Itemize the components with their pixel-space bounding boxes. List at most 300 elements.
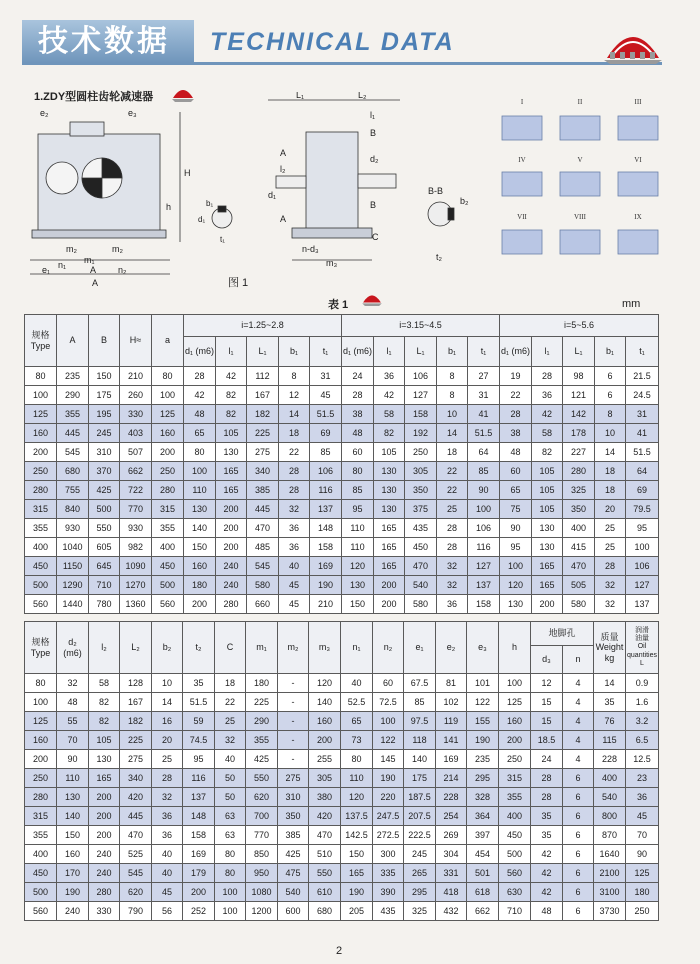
table-cell: 67.5 [404, 674, 436, 693]
col-header-e2: e₂ [436, 622, 467, 674]
table-cell: 228 [436, 788, 467, 807]
table-cell: 28 [531, 769, 563, 788]
table-cell: 160 [152, 424, 184, 443]
table-cell: 81 [436, 674, 467, 693]
table-cell: 600 [278, 902, 309, 921]
table-cell: 130 [184, 500, 216, 519]
table-cell: 1270 [120, 576, 152, 595]
table-cell: 315 [25, 807, 57, 826]
drawing-label: b₁ [206, 199, 214, 208]
table-cell: 420 [309, 807, 341, 826]
drawing-label: e₂ [40, 108, 49, 118]
table-cell: 40 [341, 674, 373, 693]
table-cell: 355 [152, 519, 184, 538]
assembly-label: IX [634, 213, 642, 221]
table-cell: 250 [499, 750, 531, 769]
table-cell: 125 [25, 405, 57, 424]
table-cell: 169 [436, 750, 467, 769]
table-cell: 28 [437, 538, 468, 557]
table-cell: 4 [563, 750, 594, 769]
table-cell: 418 [436, 883, 467, 902]
table-cell: 42 [374, 386, 405, 405]
table-cell: 150 [341, 845, 373, 864]
table-cell: 190 [57, 883, 89, 902]
table-cell: 40 [215, 750, 246, 769]
drawing-label: n₂ [118, 265, 127, 275]
table-cell: 169 [183, 845, 215, 864]
table-cell: 14 [595, 443, 626, 462]
sub-header: t₁ [626, 337, 659, 367]
table-cell: 100 [25, 693, 57, 712]
table-cell: 454 [467, 845, 499, 864]
table-row [25, 674, 659, 693]
table-cell: 252 [183, 902, 215, 921]
drawing-label: d₁ [198, 215, 206, 224]
table-cell: 100 [25, 386, 57, 405]
assembly-label: II [577, 98, 583, 106]
keyway-drawing [428, 202, 454, 226]
table-cell: 550 [89, 519, 120, 538]
table-row [25, 443, 659, 462]
sub-header: L₁ [405, 337, 437, 367]
table-cell: 290 [57, 386, 89, 405]
col-header-t2: t₂ [183, 622, 215, 674]
table-row [25, 405, 659, 424]
table-cell: 470 [563, 557, 595, 576]
table-cell: 28 [184, 367, 216, 386]
table-cell: 165 [532, 576, 563, 595]
drawing-label: t₂ [436, 252, 442, 262]
table-cell: 500 [25, 883, 57, 902]
table-cell: 58 [532, 424, 563, 443]
table-cell: 22 [279, 443, 310, 462]
assembly-label: III [634, 98, 642, 106]
table-cell: 182 [247, 405, 279, 424]
table-cell: 35 [531, 807, 563, 826]
table-cell: 130 [374, 481, 405, 500]
table-cell: 158 [310, 538, 342, 557]
table-cell: 245 [89, 424, 120, 443]
table-cell: 1080 [246, 883, 278, 902]
table-cell: 200 [89, 788, 120, 807]
assembly-label: IV [518, 156, 526, 164]
table-cell: 6 [563, 864, 594, 883]
table-cell: 32 [57, 674, 89, 693]
table-cell: 165 [374, 557, 405, 576]
table-cell: 105 [532, 481, 563, 500]
table-cell: 192 [405, 424, 437, 443]
table-cell: 130 [374, 500, 405, 519]
table-cell: 240 [216, 557, 247, 576]
table-cell: 12 [531, 674, 563, 693]
table-cell: 36 [152, 807, 183, 826]
table-cell: 435 [373, 902, 404, 921]
col-header-oil: 润滑 油量 Oil quantities L [626, 622, 659, 674]
assembly-label: I [520, 98, 524, 106]
table-cell: 214 [436, 769, 467, 788]
table-cell: 545 [120, 864, 152, 883]
table-cell: 95 [626, 519, 659, 538]
table-cell: 400 [25, 845, 57, 864]
table-cell: 200 [309, 731, 341, 750]
table-cell: 32 [437, 557, 468, 576]
table-cell: 165 [216, 481, 247, 500]
table-cell: 8 [437, 367, 468, 386]
table-cell: 45 [310, 386, 342, 405]
drawing-label: B [370, 200, 377, 210]
table-cell: 179 [183, 864, 215, 883]
table-cell: 22 [437, 481, 468, 500]
table-cell: 48 [531, 902, 563, 921]
table-cell: 155 [467, 712, 499, 731]
table-cell: 48 [184, 405, 216, 424]
table-cell: 1090 [120, 557, 152, 576]
table-cell: 160 [25, 424, 57, 443]
table-cell: 580 [563, 595, 595, 614]
table-cell: - [278, 750, 309, 769]
table-cell: 25 [215, 712, 246, 731]
table-row [25, 367, 659, 386]
table-cell: 175 [89, 386, 120, 405]
table-cell: 254 [436, 807, 467, 826]
table-cell: 305 [405, 462, 437, 481]
table-cell: 305 [309, 769, 341, 788]
table-row [25, 712, 659, 731]
table-cell: 340 [120, 769, 152, 788]
table-cell: 225 [246, 693, 278, 712]
table-cell: 169 [310, 557, 342, 576]
table-cell: 662 [467, 902, 499, 921]
table-cell: 35 [531, 826, 563, 845]
table-row [25, 769, 659, 788]
table-cell: 200 [89, 807, 120, 826]
table-cell: 28 [500, 405, 532, 424]
table-cell: 31 [468, 386, 500, 405]
table-cell: 1290 [57, 576, 89, 595]
drawing-label: H [184, 168, 191, 178]
table-cell: 560 [499, 864, 531, 883]
table-cell: 120 [309, 674, 341, 693]
drawing-label: A [280, 214, 287, 224]
sub-header: L₁ [247, 337, 279, 367]
table-cell: 475 [278, 864, 309, 883]
table-cell: 106 [310, 462, 342, 481]
table-cell: 140 [184, 519, 216, 538]
table-cell: 95 [500, 538, 532, 557]
table-cell: 28 [531, 788, 563, 807]
table-cell: 38 [500, 424, 532, 443]
table-cell: 105 [532, 500, 563, 519]
drawing-label: e₃ [128, 108, 137, 118]
table-cell: 75 [500, 500, 532, 519]
drawing-label: B-B [428, 186, 444, 196]
table-cell: 60 [373, 674, 404, 693]
section-title: 1.ZDY型圆柱齿轮减速器 [34, 91, 154, 103]
table-cell: 65 [184, 424, 216, 443]
table-cell: 82 [532, 443, 563, 462]
table-cell: 116 [183, 769, 215, 788]
table-row [25, 500, 659, 519]
table-cell: 200 [216, 538, 247, 557]
table-cell: 64 [468, 443, 500, 462]
table-cell: 32 [152, 788, 183, 807]
table-cell: 315 [25, 500, 57, 519]
table-cell: 950 [246, 864, 278, 883]
table-row [25, 731, 659, 750]
table-cell: 6 [595, 386, 626, 405]
table-cell: 28 [279, 462, 310, 481]
table-cell: 128 [120, 674, 152, 693]
table-cell: 40 [279, 557, 310, 576]
drawing-label: l₂ [280, 164, 286, 174]
gear-logo-icon [604, 22, 662, 66]
table-cell: 58 [374, 405, 405, 424]
table-cell: 24 [531, 750, 563, 769]
table-cell: 95 [183, 750, 215, 769]
table-cell: 69 [626, 481, 659, 500]
table-cell: 80 [215, 864, 246, 883]
gear-logo-icon [362, 290, 382, 306]
table-cell: 364 [467, 807, 499, 826]
table-cell: 6.5 [626, 731, 659, 750]
table-cell: 375 [405, 500, 437, 519]
table-cell: 80 [25, 367, 57, 386]
table-cell: 180 [184, 576, 216, 595]
table-row [25, 902, 659, 921]
table-cell: 450 [25, 864, 57, 883]
table-cell: 355 [499, 788, 531, 807]
table-cell: 450 [25, 557, 57, 576]
table-cell: 125 [152, 405, 184, 424]
table-cell: 380 [309, 788, 341, 807]
table-cell: 165 [341, 864, 373, 883]
table-cell: 4 [563, 693, 594, 712]
table-cell: 74.5 [183, 731, 215, 750]
table-cell: 250 [152, 462, 184, 481]
table-cell: 100 [184, 462, 216, 481]
table-cell: 32 [215, 731, 246, 750]
table-row [25, 386, 659, 405]
group-header: i=1.25~2.8 [184, 315, 342, 337]
table-cell: 470 [405, 557, 437, 576]
table-cell: 105 [532, 462, 563, 481]
table-cell: 335 [373, 864, 404, 883]
table-cell: 127 [405, 386, 437, 405]
drawing-label: m₂ [112, 244, 123, 254]
table-cell: 930 [120, 519, 152, 538]
table-cell: 90 [500, 519, 532, 538]
table-cell: 1440 [57, 595, 89, 614]
table-cell: 540 [594, 788, 626, 807]
table-cell: 1040 [57, 538, 89, 557]
table-cell: 200 [499, 731, 531, 750]
table-cell: 101 [467, 674, 499, 693]
table-cell: 90 [626, 845, 659, 864]
table-cell: 130 [532, 538, 563, 557]
table-cell: 160 [25, 731, 57, 750]
table-cell: 36 [279, 538, 310, 557]
table-cell: 28 [595, 557, 626, 576]
table-cell: 510 [309, 845, 341, 864]
table-cell: 35 [594, 693, 626, 712]
table-cell: 4 [563, 674, 594, 693]
col-header-d3: d₃ [531, 646, 563, 674]
table-cell: 662 [120, 462, 152, 481]
table-cell: 350 [405, 481, 437, 500]
table-cell: 45 [279, 595, 310, 614]
table-cell: 64 [626, 462, 659, 481]
table-cell: 269 [436, 826, 467, 845]
table-cell: 130 [57, 788, 89, 807]
table-cell: 63 [215, 826, 246, 845]
table-cell: 340 [247, 462, 279, 481]
table-cell: 207.5 [404, 807, 436, 826]
table-cell: 60 [342, 443, 374, 462]
table-cell: 187.5 [404, 788, 436, 807]
table-cell: 51.5 [310, 405, 342, 424]
table-cell: 400 [499, 807, 531, 826]
table-cell: 280 [25, 481, 57, 500]
table-cell: 140 [57, 807, 89, 826]
table-cell: 3730 [594, 902, 626, 921]
table-cell: 200 [89, 826, 120, 845]
table-cell: 300 [373, 845, 404, 864]
table-cell: 130 [89, 750, 120, 769]
table-cell: 272.5 [373, 826, 404, 845]
table-cell: 450 [152, 557, 184, 576]
table-cell: 100 [152, 386, 184, 405]
table-cell: 390 [373, 883, 404, 902]
col-header-m1: m₁ [246, 622, 278, 674]
table-cell: 250 [626, 902, 659, 921]
shaft-section-drawing [212, 206, 232, 228]
drawing-label: m₁ [84, 255, 95, 265]
table-cell: 870 [594, 826, 626, 845]
table-row [25, 864, 659, 883]
table-cell: 501 [467, 864, 499, 883]
col-header-e1: e₁ [404, 622, 436, 674]
table-cell: 70 [57, 731, 89, 750]
table-row [25, 693, 659, 712]
table-row [25, 883, 659, 902]
table-cell: 165 [216, 462, 247, 481]
table-cell: 275 [278, 769, 309, 788]
table-cell: 51.5 [183, 693, 215, 712]
table-cell: 18 [437, 443, 468, 462]
figure-label: 图 1 [228, 277, 249, 289]
table-row [25, 519, 659, 538]
table-cell: 618 [467, 883, 499, 902]
table-cell: 118 [404, 731, 436, 750]
col-header-anchor: 地脚孔 [531, 622, 594, 646]
table-row [25, 807, 659, 826]
table-cell: 6 [563, 883, 594, 902]
table-cell: - [278, 693, 309, 712]
table-cell: 32 [279, 500, 310, 519]
table-cell: 158 [405, 405, 437, 424]
table-cell: 82 [216, 405, 247, 424]
table-cell: 36 [374, 367, 405, 386]
table-cell: 22 [215, 693, 246, 712]
table-cell: 85 [310, 443, 342, 462]
table-cell: 6 [563, 845, 594, 864]
table-cell: 225 [120, 731, 152, 750]
table-cell: 85 [468, 462, 500, 481]
table-cell: 35 [183, 674, 215, 693]
table-cell: 605 [89, 538, 120, 557]
table-cell: 170 [57, 864, 89, 883]
table-cell: 76 [594, 712, 626, 731]
table-cell: 36 [532, 386, 563, 405]
table-cell: 24 [342, 367, 374, 386]
table-row [25, 826, 659, 845]
table-cell: 275 [120, 750, 152, 769]
table-cell: 355 [246, 731, 278, 750]
table-cell: 127 [626, 576, 659, 595]
table-cell: 82 [89, 712, 120, 731]
table-cell: 125 [499, 693, 531, 712]
spec-table-1 [24, 314, 659, 614]
table-cell: 355 [25, 826, 57, 845]
table-cell: 137.5 [341, 807, 373, 826]
table-cell: 280 [216, 595, 247, 614]
table-cell: 106 [405, 367, 437, 386]
table-cell: 18.5 [531, 731, 563, 750]
table-cell: 385 [278, 826, 309, 845]
spec-table-1-body [25, 367, 659, 614]
col-header-A: A [57, 315, 89, 367]
table-cell: 800 [594, 807, 626, 826]
table-cell: 42 [532, 405, 563, 424]
drawing-label: A [280, 148, 287, 158]
page-header [0, 8, 700, 63]
table-cell: 100 [500, 557, 532, 576]
table-cell: 52.5 [341, 693, 373, 712]
table-cell: 36 [626, 788, 659, 807]
table-cell: 10 [152, 674, 183, 693]
table-cell: 80 [152, 367, 184, 386]
table-cell: 545 [247, 557, 279, 576]
table-cell: 310 [278, 788, 309, 807]
table-cell: 95 [342, 500, 374, 519]
table-cell: 85 [404, 693, 436, 712]
table-cell: 23 [626, 769, 659, 788]
table-cell: 25 [152, 750, 183, 769]
table-cell: 41 [468, 405, 500, 424]
table-cell: 4 [563, 731, 594, 750]
table-cell: 40 [152, 864, 183, 883]
table-cell: 470 [247, 519, 279, 538]
table-cell: 72.5 [373, 693, 404, 712]
col-header-H: H≈ [120, 315, 152, 367]
table-cell: 435 [405, 519, 437, 538]
table-cell: 50 [215, 788, 246, 807]
table-cell: 445 [247, 500, 279, 519]
drawing-label: n-d₃ [302, 244, 319, 254]
col-header-type: 规格 Type [25, 622, 57, 674]
table-cell: 245 [404, 845, 436, 864]
col-header-C: C [215, 622, 246, 674]
table-cell: 190 [341, 883, 373, 902]
table-cell: 36 [437, 595, 468, 614]
drawing-label: m₃ [326, 258, 338, 268]
table-cell: 97.5 [404, 712, 436, 731]
table-cell: 645 [89, 557, 120, 576]
table-cell: 3100 [594, 883, 626, 902]
table-cell: 65 [341, 712, 373, 731]
reducer-drawings [30, 92, 670, 292]
table-cell: 160 [57, 845, 89, 864]
